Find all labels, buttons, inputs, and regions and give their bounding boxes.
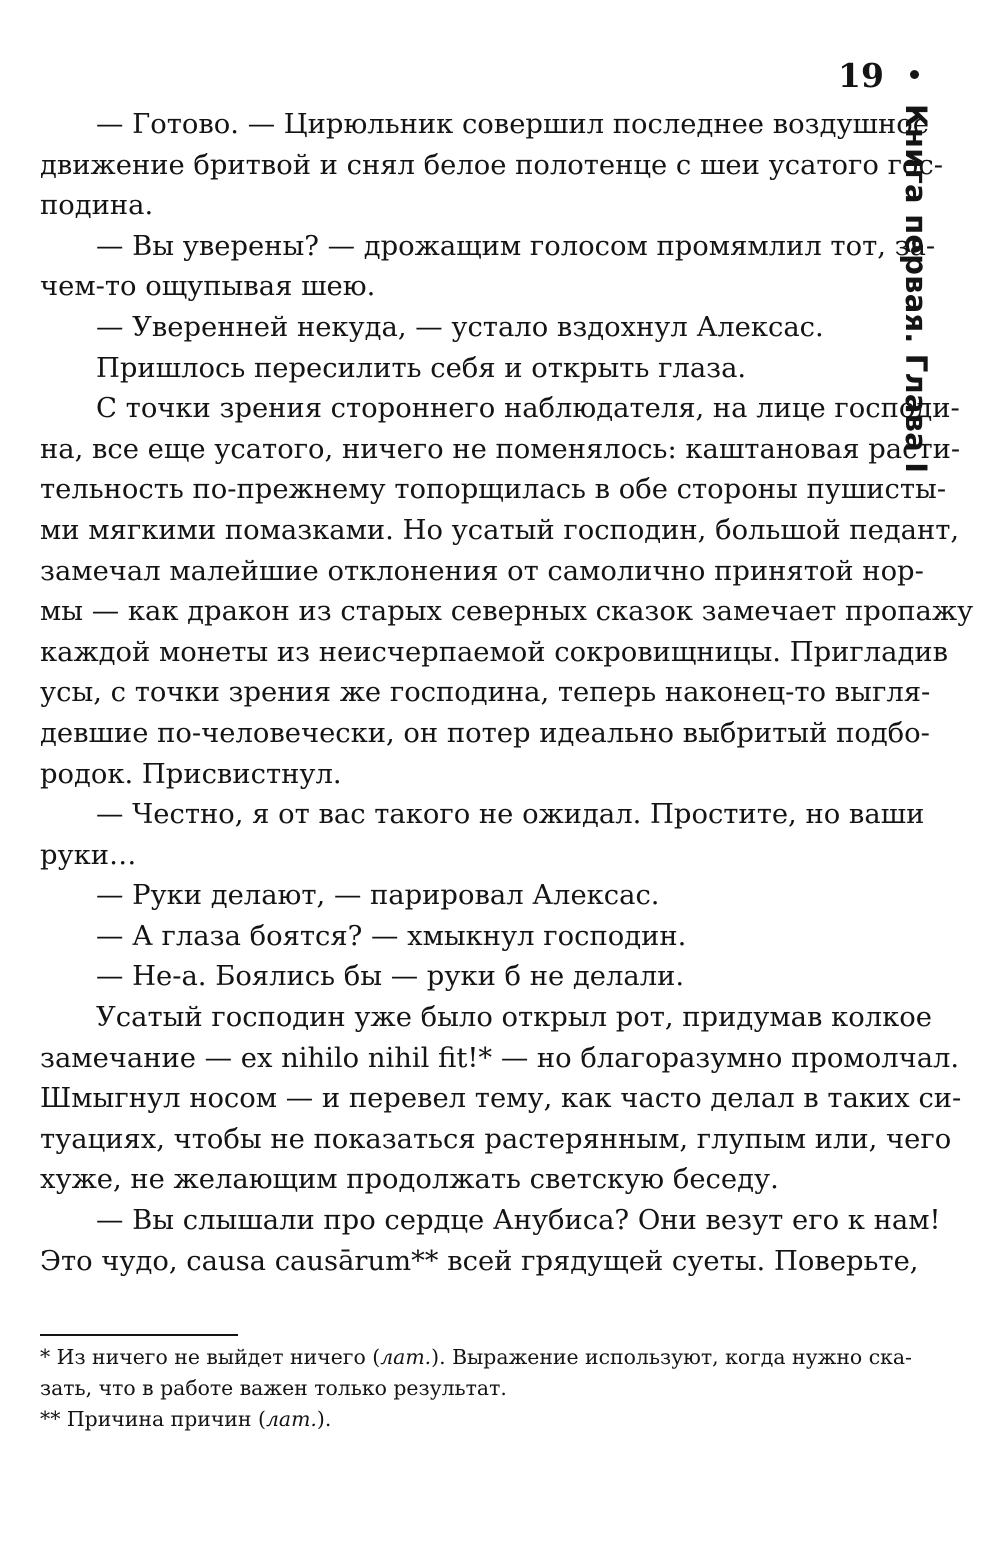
text-line: движение бритвой и снял белое полотенце с шеи усатого гос- (40, 149, 944, 181)
footnote-2 (40, 1404, 876, 1435)
text-line: девшие по-человечески, он потер идеально выбритый подбо- (40, 717, 930, 749)
text-line: ми мягкими помазками. Но усатый господин, большой педант, (40, 514, 960, 546)
page-number: 19 (838, 56, 884, 95)
footnote-2-lat: лат. (265, 1407, 317, 1431)
text-line: — Вы слышали про сердце Анубиса? Они везут его к нам! (96, 1205, 941, 1237)
text-line: — Уверенней некуда, — устало вздохнул Алексас. (96, 311, 824, 343)
footnote-1-line-2: зать, что в работе важен только результат. (40, 1376, 507, 1400)
text-line: туациях, чтобы не показаться растерянным, глупым или, чего (40, 1123, 952, 1155)
text-line: усы, с точки зрения же господина, теперь наконец-то выгля- (40, 677, 931, 709)
text-line: Усатый господин уже было открыл рот, придумав колкое (96, 1002, 932, 1034)
footnote-1-text: * Из ничего не выйдет ничего ( (40, 1345, 381, 1369)
text-line: — Честно, я от вас такого не ожидал. Простите, но ваши (96, 799, 925, 831)
text-line: С точки зрения стороннего наблюдателя, на лице господи- (96, 393, 960, 425)
text-line: руки… (40, 839, 137, 871)
text-line: тельность по-прежнему топорщилась в обе стороны пушисты- (40, 474, 947, 506)
text-line: родок. Присвистнул. (40, 758, 342, 790)
text-line: Пришлось пересилить себя и открыть глаза. (96, 352, 747, 384)
footnote-1-line-1 (40, 1342, 912, 1373)
footnotes (40, 1342, 912, 1435)
text-line: хуже, не желающим продолжать светскую беседу. (40, 1164, 779, 1196)
text-line: Это чудо, causa causārum** всей грядущей суеты. Поверьте, (40, 1245, 919, 1277)
text-line: каждой монеты из неисчерпаемой сокровищницы. Пригладив (40, 636, 949, 668)
footnote-2-text-end: ). (316, 1407, 332, 1431)
text-line: — Готово. — Цирюльник совершил последнее воздушное (96, 109, 929, 140)
text-line: замечание — ex nihilo nihil fit!* — но благоразумно промолчал. (40, 1042, 960, 1074)
bullet-icon (910, 70, 919, 79)
text-line: — Не-а. Боялись бы — руки б не делали. (96, 961, 685, 993)
text-line: чем-то ощупывая шею. (40, 271, 376, 303)
text-line: на, все еще усатого, ничего не поменялось: каштановая расти- (40, 433, 961, 465)
running-head-text: Книга первая. Глава I (899, 104, 933, 474)
text-line: мы — как дракон из старых северных сказок замечает пропажу (40, 596, 974, 628)
text-line: — Руки делают, — парировал Алексас. (96, 880, 660, 912)
text-line: замечал малейшие отклонения от самолично принятой нор- (40, 555, 924, 587)
text-line: — Вы уверены? — дрожащим голосом промямлил тот, за- (96, 230, 936, 262)
footnote-2-text: ** Причина причин ( (40, 1407, 266, 1431)
footnote-1-lat: лат. (380, 1345, 432, 1369)
footnote-1-text-end: ). Выражение используют, когда нужно ска- (431, 1345, 912, 1369)
text-line: — А глаза боятся? — хмыкнул господин. (96, 920, 687, 952)
footnote-rule (40, 1334, 238, 1336)
text-line: Шмыгнул носом — и перевел тему, как часто делал в таких си- (40, 1083, 962, 1115)
text-line: подина. (40, 190, 154, 222)
